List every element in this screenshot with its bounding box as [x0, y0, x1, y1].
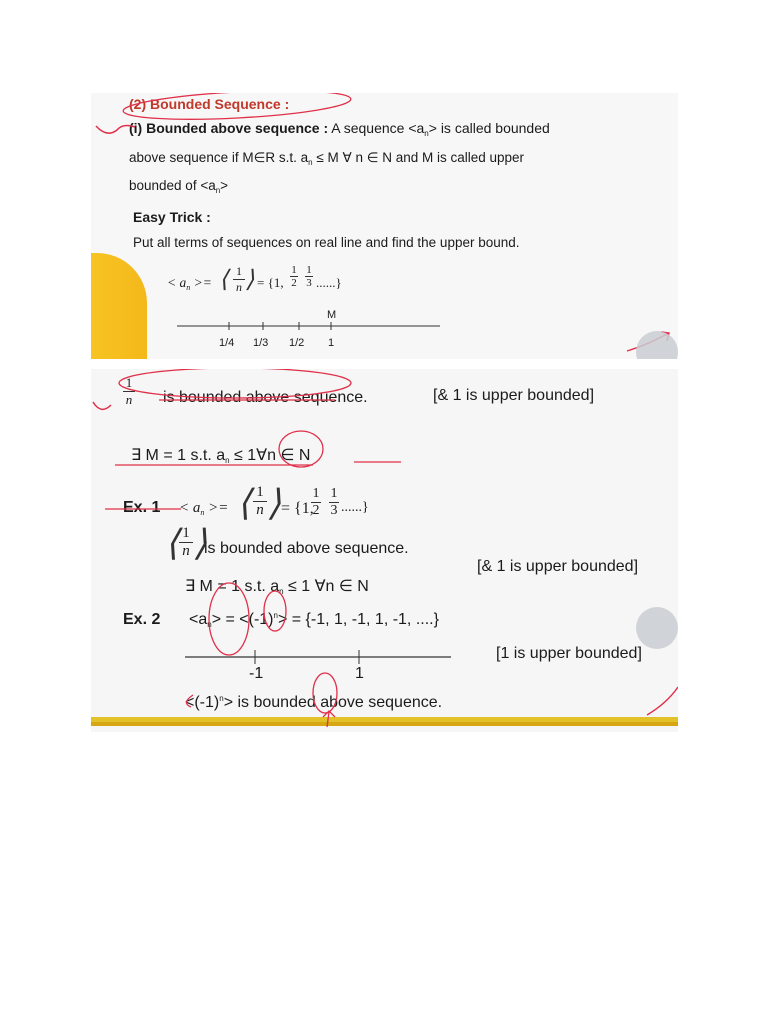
angle-bracket-open-icon: ⟨	[219, 267, 229, 293]
sequence-set-close: ......}	[316, 275, 342, 290]
highlight-bar-shadow	[91, 722, 678, 726]
example-1-label: Ex. 1	[123, 499, 161, 516]
ex1-set-open: = {1,	[281, 500, 314, 517]
presenter-figure	[91, 253, 147, 359]
ex1-term-fraction: $\frac{1}{3}$	[330, 486, 338, 518]
ex2-conclusion: $<(-1)^n>$ is bounded above sequence.	[185, 694, 443, 711]
angle-bracket-close-icon: ⟩	[267, 483, 282, 523]
ex1-bracket-note: [& 1 is upper bounded]	[477, 558, 639, 575]
definition-line-2: above sequence if M∈R s.t. $a_n \le M$ ∀ n ∈ N and M is called upper	[129, 150, 525, 167]
example-2-label: Ex. 2	[123, 611, 161, 628]
video-overlay-button[interactable]	[636, 331, 678, 359]
easy-trick-title: Easy Trick :	[133, 209, 211, 225]
sequence-set-open: = {1,	[257, 275, 284, 290]
number-line-label: 1/4	[219, 337, 235, 349]
sequence-lhs: < $a_n$ >=	[167, 275, 212, 292]
exists-statement: ∃ M = 1 s.t. $a_n$ ≤ 1∀n ∈ N	[131, 447, 311, 465]
easy-trick-text: Put all terms of sequences on real line and find the upper bound.	[133, 235, 520, 250]
number-line-label: 1/2	[289, 337, 305, 349]
number-line-label: 1	[328, 337, 335, 349]
angle-bracket-open-icon: ⟨	[165, 523, 180, 563]
set-term-fraction: $\frac{1}{2}$	[291, 264, 297, 289]
line1-bracket-note: [& 1 is upper bounded]	[433, 387, 595, 404]
ex1-term-fraction: $\frac{1}{2}$	[312, 486, 320, 518]
angle-bracket-close-icon: ⟩	[245, 267, 255, 293]
number-line-label: 1/3	[253, 337, 269, 349]
set-term-fraction: $\frac{1}{3}$	[306, 264, 312, 289]
lecture-slide-top	[91, 93, 678, 359]
ex1-description: is bounded above sequence.	[204, 540, 409, 557]
picture-in-picture-button[interactable]	[636, 607, 678, 649]
line1-fraction: $\frac{1}{n}$	[123, 375, 135, 408]
ex2-line-label: 1	[355, 665, 364, 682]
definition-line-1: (i) Bounded above sequence : A sequence $<a_n>$ is called bounded	[129, 120, 550, 138]
ex1-lhs: < $a_n$ >=	[179, 500, 229, 517]
definition-line-3: bounded of $<a_n>$	[129, 178, 229, 195]
ex1-set-close: ......}	[341, 500, 369, 515]
angle-bracket-close-icon: ⟩	[193, 523, 208, 563]
sequence-fraction: $\frac{1}{n}$	[233, 264, 245, 295]
ex2-formula: $<a_n> = <(-1)^n> = \{-1$, 1, -1, 1, -1, ....}	[189, 611, 439, 629]
upper-bound-marker: M	[327, 309, 337, 321]
section-heading: (2) Bounded Sequence :	[129, 96, 290, 112]
ex2-line-label: -1	[249, 665, 264, 682]
ex1-desc-fraction: $\frac{1}{n}$	[179, 525, 193, 560]
ex1-exists: ∃ M = 1 s.t. $a_n \le 1$ ∀n ∈ N	[185, 578, 369, 596]
ex2-bracket-note: [1 is upper bounded]	[496, 645, 642, 662]
angle-bracket-open-icon: ⟨	[237, 483, 252, 523]
line1-text: is bounded above sequence.	[163, 389, 368, 406]
ex1-fraction: $\frac{1}{n}$	[253, 484, 267, 519]
lecture-slide-bottom	[91, 369, 678, 732]
